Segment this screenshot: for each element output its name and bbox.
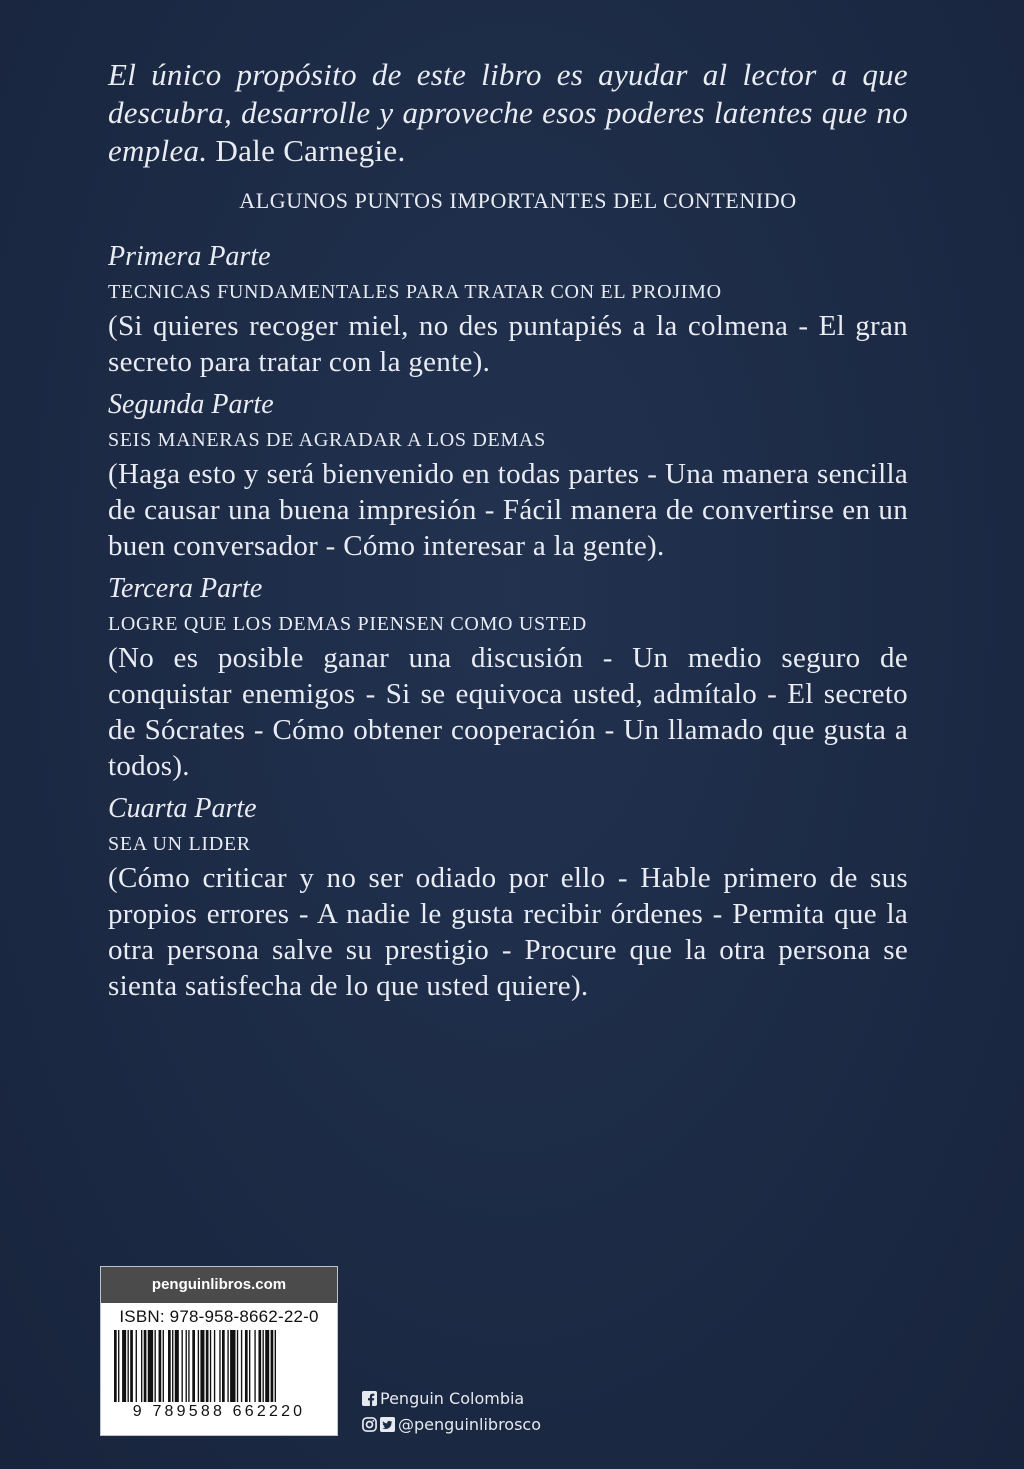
part-label: Cuarta Parte: [108, 793, 257, 824]
barcode-bar: [245, 1330, 248, 1402]
twitter-icon: [380, 1417, 395, 1432]
instagram-twitter-row: [362, 1411, 541, 1437]
barcode-bar: [186, 1330, 187, 1402]
barcode-bar: [241, 1330, 242, 1402]
barcode-bar: [249, 1330, 250, 1402]
part-title: SEA UN LIDER: [108, 833, 251, 855]
part-label: Segunda Parte: [108, 389, 274, 420]
publisher-website: penguinlibros.com: [101, 1267, 337, 1303]
instagram-icon: [362, 1417, 377, 1432]
barcode-bar: [210, 1330, 211, 1402]
barcode-bar: [168, 1330, 171, 1402]
part-description: (Cómo criticar y no ser odiado por ello - Hable primero de sus propios errores - A nadie le gusta recibir órdenes - Permita que la otra persona salve su prestigio - Procure que la otra persona se sienta satisfecha de lo que usted quiere).: [108, 862, 908, 1002]
facebook-handle: Penguin Colombia: [380, 1388, 525, 1408]
barcode-label: [100, 1266, 338, 1436]
barcode-bar: [230, 1330, 235, 1402]
barcode-icon: [112, 1330, 326, 1402]
epigraph-quote: [108, 56, 908, 170]
instagram-twitter-handle: @penguinlibrosco: [398, 1414, 542, 1434]
part-title: SEIS MANERAS DE AGRADAR A LOS DEMAS: [108, 429, 546, 451]
quote-text: El único propósito de este libro es ayudar al lector a que descubra, desarrolle y aproveche esos poderes latentes que no emplea.: [108, 57, 908, 168]
part-title: TECNICAS FUNDAMENTALES PARA TRATAR CON EL PROJIMO: [108, 281, 722, 303]
barcode-bar: [118, 1330, 119, 1402]
barcode-bar: [141, 1330, 142, 1402]
barcode-digits: 9 789588 662220: [132, 1403, 306, 1420]
barcode-bar: [219, 1330, 220, 1402]
barcode-bar: [128, 1330, 129, 1402]
barcode-bar: [198, 1330, 199, 1402]
barcode-bar: [182, 1330, 183, 1402]
part-description: (No es posible ganar una discusión - Un medio seguro de conquistar enemigos - Si se equivoca usted, admítalo - El secreto de Sócrates - Cómo obtener cooperación - Un llamado que gusta a todos).: [108, 642, 908, 782]
barcode-bar: [237, 1330, 238, 1402]
part-title: LOGRE QUE LOS DEMAS PIENSEN COMO USTED: [108, 613, 587, 635]
part-1: [108, 240, 908, 380]
barcode-bar: [163, 1330, 164, 1402]
barcode-bar: [114, 1330, 117, 1402]
barcode-bar: [265, 1330, 269, 1402]
barcode-bar: [144, 1330, 147, 1402]
part-4: [108, 792, 908, 1004]
part-description: (Si quieres recoger miel, no des puntapiés a la colmena - El gran secreto para tratar con la gente).: [108, 310, 908, 378]
barcode-bar: [192, 1330, 195, 1402]
barcode-bar: [159, 1330, 162, 1402]
barcode-bar: [200, 1330, 204, 1402]
part-3: [108, 572, 908, 784]
part-description: (Haga esto y será bienvenido en todas partes - Una manera sencilla de causar una buena impresión - Fácil manera de convertirse en un buen conversador - Cómo interesar a la gente).: [108, 458, 908, 562]
barcode-bar: [206, 1330, 209, 1402]
barcode-bar: [263, 1330, 264, 1402]
barcode-bar: [227, 1330, 228, 1402]
barcode-bar: [175, 1330, 179, 1402]
barcode-bar: [222, 1330, 225, 1402]
barcode-bar: [188, 1330, 189, 1402]
barcode-bar: [148, 1330, 153, 1402]
barcode-bar: [172, 1330, 173, 1402]
facebook-row: [362, 1385, 541, 1411]
section-heading: ALGUNOS PUNTOS IMPORTANTES DEL CONTENIDO: [239, 188, 797, 213]
barcode-bar: [214, 1330, 215, 1402]
isbn-number: ISBN: 978-958-8662-22-0: [119, 1307, 319, 1326]
barcode-bar: [254, 1330, 255, 1402]
quote-author: Dale Carnegie.: [215, 133, 406, 168]
barcode-bar: [258, 1330, 261, 1402]
cover-text: [108, 56, 908, 1012]
part-label: Tercera Parte: [108, 573, 263, 604]
barcode-bar: [275, 1330, 276, 1402]
facebook-icon: [362, 1391, 377, 1406]
barcode-bar: [130, 1330, 133, 1402]
barcode-bar: [155, 1330, 156, 1402]
barcode-bar: [136, 1330, 137, 1402]
part-label: Primera Parte: [108, 241, 271, 272]
barcode-bar: [122, 1330, 126, 1402]
social-links: [362, 1385, 541, 1437]
barcode-bar: [271, 1330, 274, 1402]
part-2: [108, 388, 908, 564]
